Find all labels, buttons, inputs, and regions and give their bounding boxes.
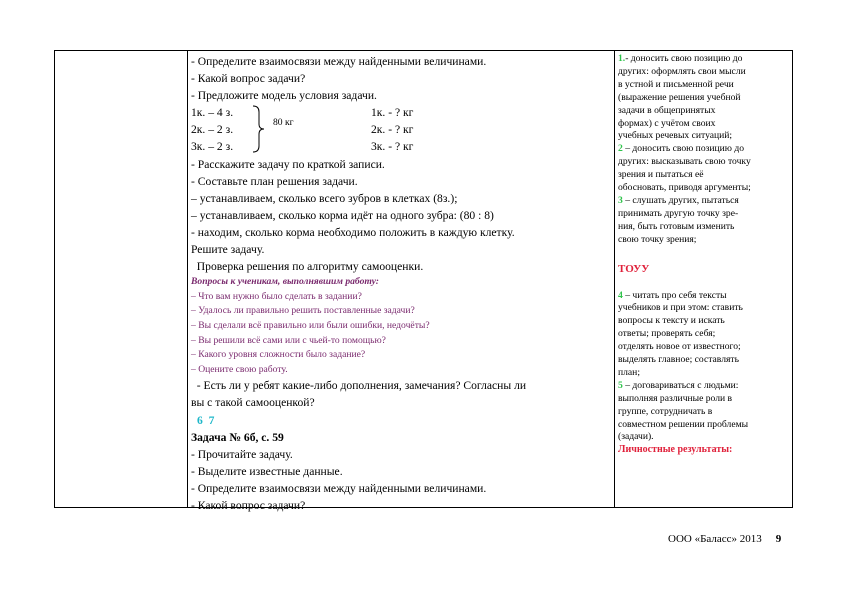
touu-heading: ТОУУ (618, 262, 650, 275)
self-check-question: – Удалось ли правильно решить поставленные задачи? (191, 305, 415, 317)
item-text: формах) с учётом своих (618, 117, 716, 129)
item-text: задачи в общепринятых (618, 104, 716, 116)
text-line: - Определите взаимосвязи между найденными величинами. (191, 481, 487, 495)
item-text: – договариваться с людьми: (622, 379, 739, 391)
uud-item-5 (618, 380, 788, 445)
uud-column (618, 53, 788, 457)
task-title: Задача № 6б, с. 59 (191, 430, 284, 444)
publisher-label: ООО «Баласс» 2013 (668, 533, 762, 545)
self-check-question: – Оцените свою работу. (191, 363, 288, 375)
uud-item-3 (618, 195, 788, 247)
text-line: - Есть ли у ребят какие-либо дополнения, замечания? Согласны ли (191, 379, 527, 393)
text-line: - Прочитайте задачу. (191, 447, 293, 461)
item-text: принимать другую точку зре- (618, 207, 739, 219)
text-line: Решите задачу. (191, 243, 265, 257)
page-number: 9 (775, 533, 782, 545)
item-text: учебников и при этом: ставить (618, 302, 743, 314)
text-line: – устанавливаем, сколько корма идёт на одного зубра: (80 : 8) (191, 208, 494, 222)
item-text: зрения и пытаться её (618, 169, 704, 181)
item-text: выполняя различные роли в (618, 392, 733, 404)
text-line: - Составьте план решения задачи. (191, 174, 358, 188)
item-text: других: высказывать свою точку (618, 156, 751, 168)
item-text: - доносить свою позицию до (625, 53, 743, 64)
model-left-1: 1к. – 4 з. (191, 106, 234, 120)
item-text: в устной и письменной речи (618, 78, 734, 90)
text-line: - Определите взаимосвязи между найденными величинами. (191, 55, 487, 68)
uud-item-1 (618, 53, 788, 143)
item-number: 5 (618, 379, 623, 391)
page-footer (668, 533, 781, 545)
model-left-3: 3к. – 2 з. (191, 140, 234, 154)
model-right-1: 1к. - ? кг (371, 106, 414, 120)
item-text: – доносить свою позицию до (622, 143, 745, 155)
text-line: - Выделите известные данные. (191, 464, 343, 478)
text-line: вы с такой самооценкой? (191, 396, 315, 410)
text-line: - Расскажите задачу по краткой записи. (191, 157, 385, 171)
self-check-question: – Вы сделали всё правильно или были ошибки, недочёты? (191, 320, 430, 331)
text-line: - Предложите модель условия задачи. (191, 89, 377, 103)
text-line: - Какой вопрос задачи? (191, 499, 306, 513)
model-right-3: 3к. - ? кг (371, 140, 414, 154)
item-text: совместном решении проблемы (618, 418, 749, 430)
slide-marker: 6 7 (197, 413, 215, 427)
item-text: (задачи). (618, 431, 654, 443)
item-text: обосновать, приводя аргументы; (618, 182, 751, 194)
item-text: ния, быть готовым изменить (618, 220, 735, 232)
item-text: план; (618, 366, 640, 378)
item-text: ответы; проверять себя; (618, 328, 716, 340)
self-check-question: – Какого уровня сложности было задание? (191, 349, 366, 361)
item-text: – слушать других, пытаться (622, 194, 739, 206)
curly-brace-icon (251, 104, 265, 154)
item-text: свою точку зрения; (618, 233, 697, 245)
item-text: вопросы к тексту и искать (618, 315, 725, 327)
task-model (191, 104, 611, 155)
item-text: выделять главное; составлять (618, 354, 739, 366)
teacher-activity-column (191, 53, 611, 514)
item-text: других: оформлять свои мысли (618, 65, 746, 77)
item-text: учебных речевых ситуаций; (618, 130, 733, 142)
personal-results-heading: Личностные результаты: (618, 444, 733, 456)
brace-label: 80 кг (273, 117, 294, 129)
model-right-2: 2к. - ? кг (371, 123, 414, 137)
column-divider-right (614, 51, 615, 507)
item-number: 2 (618, 143, 623, 155)
text-line: - Какой вопрос задачи? (191, 72, 306, 86)
self-check-title: Вопросы к ученикам, выполнявшим работу: (191, 276, 379, 288)
model-left-2: 2к. – 2 з. (191, 123, 234, 137)
uud-item-2 (618, 143, 788, 195)
text-line: – устанавливаем, сколько всего зубров в клетках (8з.); (191, 191, 458, 205)
item-text: отделять новое от известного; (618, 341, 741, 353)
item-text: – читать про себя тексты (622, 289, 727, 301)
item-text: (выражение решения учебной (618, 91, 741, 103)
uud-item-4 (618, 290, 788, 380)
item-number: 4 (618, 289, 623, 301)
self-check-question: – Что вам нужно было сделать в задании? (191, 290, 362, 302)
item-number: 3 (618, 194, 623, 206)
text-line: - находим, сколько корма необходимо положить в каждую клетку. (191, 225, 515, 239)
self-check-question: – Вы решили всё сами или с чьей-то помощью? (191, 334, 386, 346)
column-divider-left (187, 51, 188, 507)
item-number: 1. (618, 53, 626, 64)
item-text: группе, сотрудничать в (618, 405, 713, 417)
text-line: Проверка решения по алгоритму самооценки. (191, 260, 424, 274)
lesson-table (54, 50, 793, 513)
